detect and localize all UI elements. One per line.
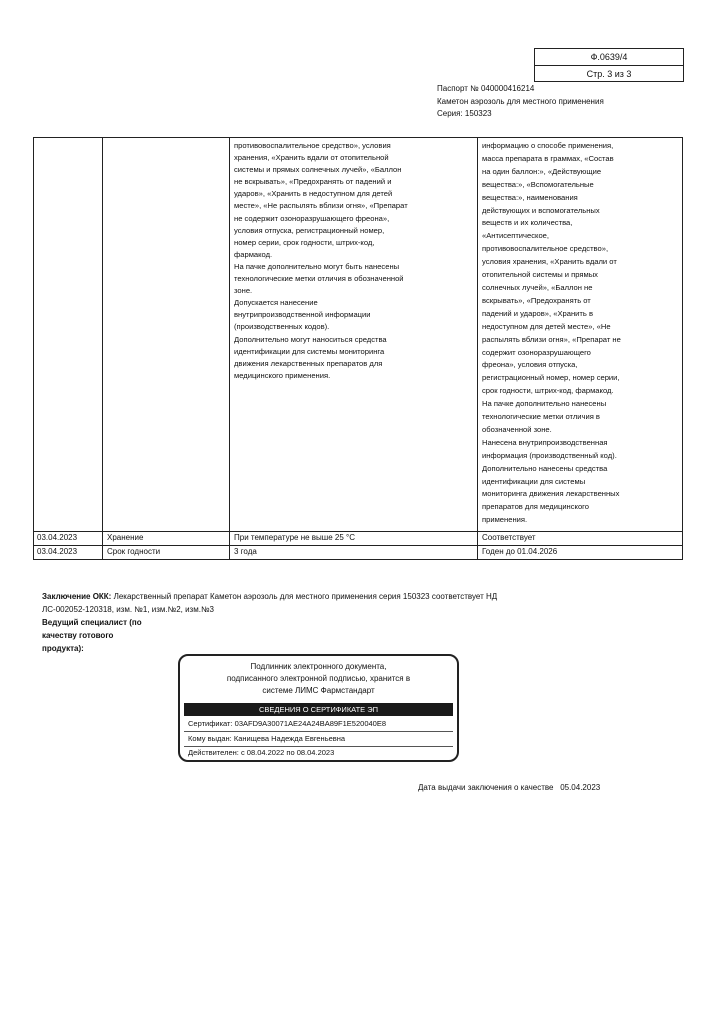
requirement-cell: противовоспалительное средство», условия хранения, «Хранить вдали от отопительной системы и прямых солнечных лучей», «Баллон не вскрывать», «Предохранять от падений и ударов», «Хранить в недоступном для детей месте», «Не распылять вблизи огня», «Препарат не содержит озоноразрушающего фреона», условия отпуска, регистрационный номер, номер серии, срок годности, штрих-код, фармакод. На пачке дополнительно могут быть нанесены технологические метки отличия в обозначенной зоне. Допускается нанесение внутрипроизводственной информации (производственных кодов). Дополнительно могут наноситься средства идентификации для системы мониторинга движения лекарственных препаратов для медицинского применения.: [234, 141, 408, 380]
table-row-result: Соответствует: [482, 533, 536, 542]
table-row-requirement: При температуре не выше 25 °С: [234, 533, 355, 542]
valid-period-field: Действителен: с 08.04.2022 по 08.04.2023: [188, 748, 335, 757]
product-name: Каметон аэрозоль для местного применения: [437, 97, 604, 106]
series-number: Серия: 150323: [437, 109, 492, 118]
specialist-label: Ведущий специалист (по качеству готового продукта):: [42, 618, 142, 653]
table-row-result: Годен до 01.04.2026: [482, 547, 558, 556]
result-cell: информацию о способе применения, масса препарата в граммах, «Состав на один баллон:», «Действующие вещества:», «Вспомогательные вещества:», наименования действующих и вспомогательных веществ и их количества, «Антисептическое, противовоспалительное средство», условия хранения, «Хранить вдали от отопительной системы и прямых солнечных лучей», «Баллон не вскрывать», «Предохранять от падений и ударов», «Хранить в недоступном для детей месте», «Не распылять вблизи огня», «Препарат не содержит озоноразрушающего фреона», условия отпуска, регистрационный номер, номер серии, срок годности, штрих-код, фармакод. На пачке дополнительно нанесены технологические метки отличия в обозначенной зоне. Нанесена внутрипроизводственная информация (производственный код). Дополнительно нанесены средства идентификации для системы мониторинга движения лекарственных препаратов для медицинского применения.: [482, 141, 621, 525]
table-row-requirement: 3 года: [234, 547, 257, 556]
table-row-date: 03.04.2023: [37, 533, 78, 542]
form-code: Ф.0639/4: [535, 49, 683, 66]
conclusion-text-2: ЛС-002052-120318, изм. №1, изм.№2, изм.№3: [42, 605, 214, 614]
conclusion-label: Заключение ОКК:: [42, 592, 112, 601]
table-row-test: Срок годности: [107, 547, 161, 556]
form-code-box: [534, 48, 684, 82]
passport-number: Паспорт № 040000416214: [437, 84, 535, 93]
conclusion-text: Лекарственный препарат Каметон аэрозоль для местного применения серия 150323 соответствует НД: [111, 592, 498, 601]
issue-date: Дата выдачи заключения о качестве 05.04.2023: [418, 783, 601, 792]
table-row-date: 03.04.2023: [37, 547, 78, 556]
e-signature-stamp: [178, 654, 459, 762]
page-number: Стр. 3 из 3: [586, 69, 632, 79]
e-signature-notice: Подлинник электронного документа, подписанного электронной подписью, хранится в системе ЛИМС Фармстандарт: [226, 662, 411, 695]
issued-to-field: Кому выдан: Канищева Надежда Евгеньевна: [188, 734, 346, 743]
conclusion-line: [42, 590, 497, 603]
table-row-test: Хранение: [107, 533, 144, 542]
certificate-header: СВЕДЕНИЯ О СЕРТИФИКАТЕ ЭП: [184, 703, 453, 716]
certificate-field: Сертификат: 03AFD9A30071AE24A24BA89F1E520040E8: [188, 719, 387, 728]
